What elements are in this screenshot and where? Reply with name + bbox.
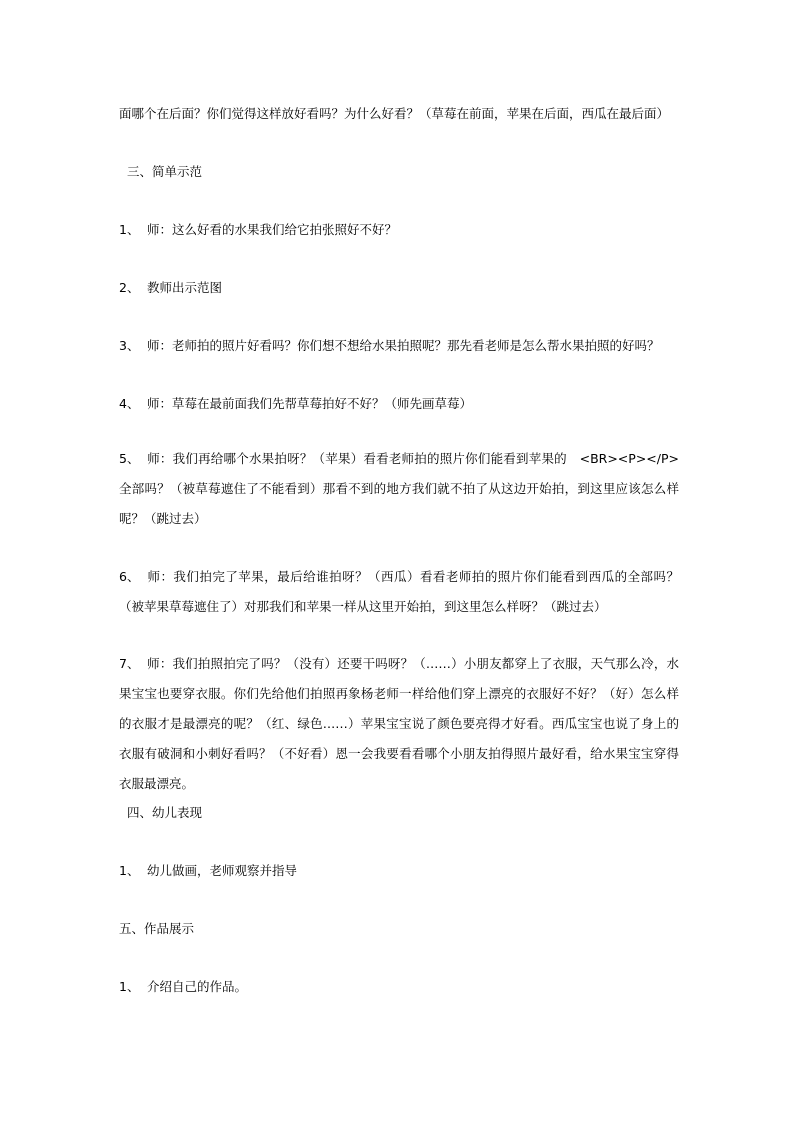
item-text: 教师出示范图 [147, 280, 223, 295]
item-number: 3、 [119, 338, 140, 353]
item-text: 师：这么好看的水果我们给它拍张照好不好？ [147, 222, 398, 237]
item-number: 1、 [119, 863, 140, 878]
item-text: 师：老师拍的照片好看吗？你们想不想给水果拍照呢？那先看老师是怎么帮水果拍照的好吗？ [147, 338, 660, 353]
list-item [119, 444, 679, 534]
intro-text: 面哪个在后面？你们觉得这样放好看吗？为什么好看？（草莓在前面，苹果在后面，西瓜在最后面） [119, 106, 670, 121]
item-text: 师：我们拍完了苹果，最后给谁拍呀？（西瓜）看看老师拍的照片你们能看到西瓜的全部吗？（被苹果草莓遮住了）对那我们和苹果一样从这里开始拍，到这里怎么样呀？（跳过去） [119, 569, 679, 614]
item-text: 幼儿做画，老师观察并指导 [147, 863, 298, 878]
item-number: 5、 [119, 451, 140, 466]
item-text: 师：草莓在最前面我们先帮草莓拍好不好？（师先画草莓） [147, 396, 473, 411]
item-text: 师：我们再给哪个水果拍呀？（苹果）看看老师拍的照片你们能看到苹果的 <BR><P></P>全部吗？（被草莓遮住了不能看到）那看不到的地方我们就不拍了从这边开始拍，到这里应该怎么样呢？（跳过去） [119, 451, 679, 526]
section-title-4: 四、幼儿表现 [127, 805, 203, 820]
intro-paragraph [119, 104, 669, 122]
item-number: 4、 [119, 396, 140, 411]
list-item [119, 649, 679, 799]
list-item [119, 977, 247, 995]
item-number: 1、 [119, 222, 140, 237]
item-number: 2、 [119, 280, 140, 295]
item-text: 介绍自己的作品。 [147, 979, 248, 994]
item-number: 6、 [119, 569, 140, 584]
list-item [119, 861, 297, 879]
list-item [119, 220, 397, 238]
item-number: 7、 [119, 656, 140, 671]
list-item [119, 336, 660, 354]
list-item [119, 562, 679, 622]
item-number: 1、 [119, 979, 140, 994]
list-item [119, 278, 222, 296]
section-title-5: 五、作品展示 [119, 921, 195, 936]
list-item [119, 394, 472, 412]
section-title-3: 三、简单示范 [127, 164, 203, 179]
item-text: 师：我们拍照拍完了吗？（没有）还要干吗呀？（……）小朋友都穿上了衣服，天气那么冷，水果宝宝也要穿衣服。你们先给他们拍照再象杨老师一样给他们穿上漂亮的衣服好不好？（好）怎么样的衣服才是最漂亮的呢？（红、绿色……）苹果宝宝说了颜色要亮得才好看。西瓜宝宝也说了身上的衣服有破洞和小刺好看吗？（不好看）恩一会我要看看哪个小朋友拍得照片最好看，给水果宝宝穿得衣服最漂亮。 [119, 656, 679, 791]
